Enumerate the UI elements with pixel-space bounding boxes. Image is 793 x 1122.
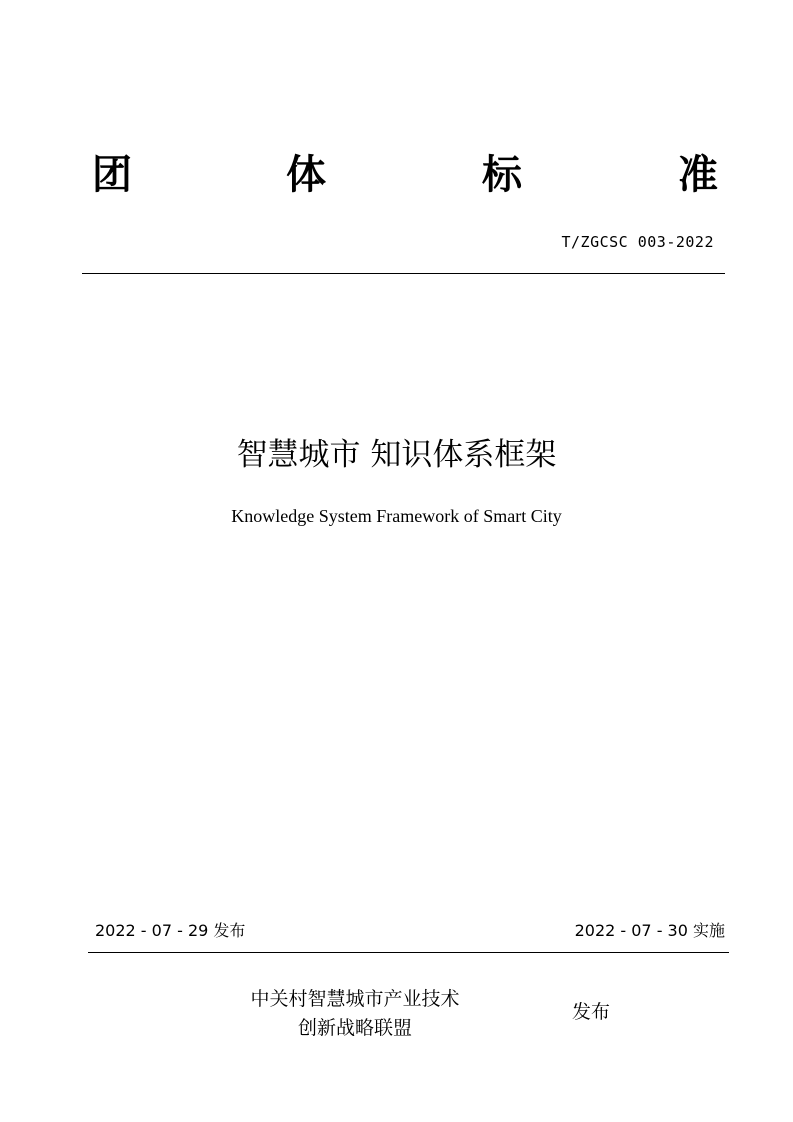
publisher-name bbox=[225, 985, 485, 1043]
publisher-name-line-1: 中关村智慧城市产业技术 bbox=[250, 988, 460, 1010]
top-divider bbox=[82, 273, 725, 274]
implementation-date: 2022 - 07 - 30 实施 bbox=[574, 921, 725, 940]
heading-char-3: 标 bbox=[482, 152, 522, 198]
document-title-chinese: 智慧城市 知识体系框架 bbox=[236, 437, 557, 473]
standard-type-heading bbox=[82, 148, 732, 202]
document-title-english: Knowledge System Framework of Smart City bbox=[231, 506, 562, 526]
heading-char-2: 体 bbox=[286, 152, 326, 198]
standard-number: T/ZGCSC 003-2022 bbox=[561, 233, 714, 251]
bottom-divider bbox=[88, 952, 729, 953]
publish-date: 2022 - 07 - 29 发布 bbox=[95, 921, 246, 940]
publisher-name-line-2: 创新战略联盟 bbox=[297, 1017, 412, 1039]
publish-label: 发布 bbox=[572, 1001, 611, 1023]
heading-char-1: 团 bbox=[92, 152, 132, 198]
heading-char-4: 准 bbox=[678, 152, 718, 198]
